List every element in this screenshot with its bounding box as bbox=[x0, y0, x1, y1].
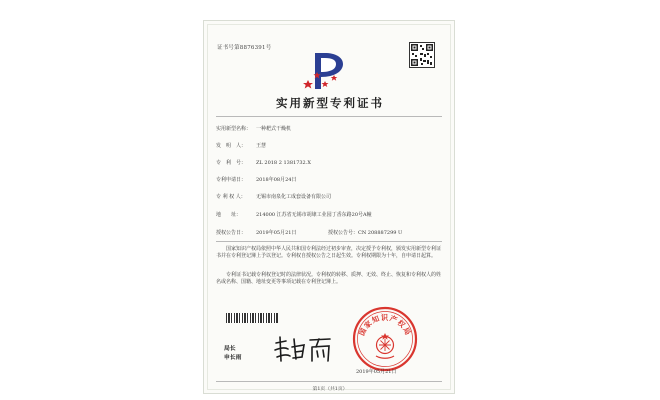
official-seal-icon bbox=[352, 306, 418, 372]
legal-status-paragraph: 专利证书记载专利权登记时的法律状况。专利权的转移、质押、无效、终止、恢复和专利权人的姓名或名称、国籍、地址变更等事项记载在专利登记簿上。 bbox=[216, 272, 442, 286]
director-name: 申长雨 bbox=[224, 355, 242, 361]
grant-statement-paragraph: 国家知识产权局依照中华人民共和国专利法经过初步审查，决定授予专利权，颁发实用新型专利证书并在专利登记簿上予以登记。专利权自授权公告之日起生效。专利权期限为十年，自申请日起算。 bbox=[216, 246, 442, 260]
field-value: CN 208887299 U bbox=[358, 230, 403, 236]
bottom-divider bbox=[216, 381, 442, 382]
field-value: 一种耙式干燥机 bbox=[256, 126, 292, 132]
field-label: 专利申请日： bbox=[216, 177, 247, 183]
field-patent-number bbox=[216, 159, 311, 166]
field-value: 王慧 bbox=[256, 143, 267, 149]
field-value: 无锡市南泉化工成套设备有限公司 bbox=[256, 194, 332, 200]
field-value: ZL 2018 2 1381732.X bbox=[256, 160, 311, 166]
top-divider bbox=[216, 116, 442, 117]
field-label: 地 址： bbox=[216, 212, 242, 218]
field-address bbox=[216, 211, 372, 218]
field-value: 2019年05月21日 bbox=[256, 230, 297, 236]
field-label: 发 明 人： bbox=[216, 143, 247, 149]
field-label: 专 利 号： bbox=[216, 160, 247, 166]
certificate-number: 证书号第8876391号 bbox=[217, 45, 272, 51]
field-value: 214000 江苏省无锡市胡埭工业园丁香东路20号A幢 bbox=[256, 212, 372, 218]
issue-date: 2019年05月21日 bbox=[356, 369, 397, 375]
field-label: 实用新型名称： bbox=[216, 126, 252, 132]
field-label: 授权公告号： bbox=[328, 230, 359, 236]
director-title: 局长 bbox=[224, 346, 236, 352]
patent-certificate bbox=[203, 20, 455, 394]
field-label: 专 利 权 人： bbox=[216, 194, 246, 200]
field-inventor bbox=[216, 142, 266, 149]
field-utility-model-name bbox=[216, 125, 291, 132]
handwritten-signature bbox=[272, 333, 334, 365]
cnipa-logo-icon bbox=[301, 47, 351, 93]
middle-divider bbox=[216, 241, 442, 242]
barcode-icon bbox=[226, 313, 278, 323]
field-value: 2018年08月24日 bbox=[256, 177, 297, 183]
field-application-date bbox=[216, 176, 296, 183]
seal-text: 国家知识产权局 bbox=[357, 313, 413, 338]
page-footer: 第1页（共1页） bbox=[312, 387, 348, 392]
qr-code-icon bbox=[409, 42, 435, 68]
certificate-title: 实用新型专利证书 bbox=[276, 96, 384, 110]
field-patentee bbox=[216, 193, 331, 200]
field-grant-date bbox=[216, 229, 402, 236]
field-label: 授权公告日： bbox=[216, 230, 247, 236]
